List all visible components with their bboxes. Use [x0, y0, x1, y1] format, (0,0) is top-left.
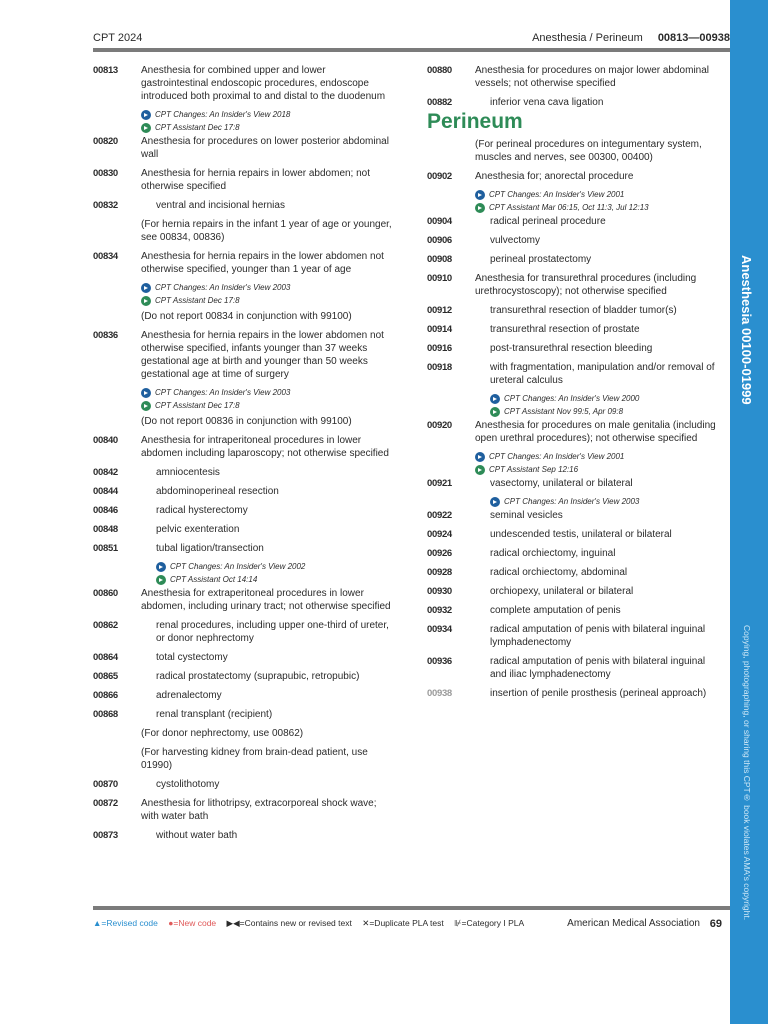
cpt-code: 00844: [93, 486, 118, 497]
code-entry: [93, 329, 393, 381]
legend-duplicate-pla: ✕=Duplicate PLA test: [362, 918, 444, 928]
cpt-code: 00882: [427, 97, 452, 108]
reference-line: [427, 464, 723, 476]
code-entry: [427, 547, 723, 560]
side-tab-title: Anesthesia 00100-01999: [739, 255, 754, 405]
reference-line: [427, 189, 723, 201]
code-description: radical hysterectomy: [156, 505, 248, 516]
code-entry: [93, 778, 393, 791]
reference-text: CPT Assistant Dec 17:8: [155, 123, 240, 132]
page-header: [93, 30, 730, 48]
reference-text: CPT Changes: An Insider's View 2003: [155, 388, 291, 397]
cpt-code: 00916: [427, 343, 452, 354]
code-description: Anesthesia for combined upper and lower gastrointestinal endoscopic procedures, endoscope introduced both proximal to and distal to the duodenum: [141, 65, 386, 102]
code-entry: [93, 542, 393, 555]
cpt-code: 00865: [93, 671, 118, 682]
code-entry: [427, 585, 723, 598]
code-entry: [93, 587, 393, 613]
cpt-code: 00908: [427, 254, 452, 265]
book-title: CPT 2024: [93, 32, 143, 44]
code-entry: [427, 96, 723, 109]
code-entry: [427, 419, 723, 445]
code-description: cystolithotomy: [156, 779, 220, 790]
code-entry: [427, 304, 723, 317]
instruction-note: [93, 415, 393, 428]
right-column: [427, 64, 723, 706]
code-entry: [93, 708, 393, 721]
cpt-code: 00910: [427, 273, 452, 284]
note-text: (For donor nephrectomy, use 00862): [141, 728, 304, 739]
cpt-code: 00846: [93, 505, 118, 516]
code-description: vasectomy, unilateral or bilateral: [490, 478, 633, 489]
note-text: (For harvesting kidney from brain-dead patient, use 01990): [141, 747, 368, 771]
cpt-code: 00920: [427, 420, 452, 431]
reference-arrow-icon: [490, 407, 500, 417]
code-entry: [93, 797, 393, 823]
note-text: (Do not report 00836 in conjunction with 99100): [141, 416, 352, 427]
code-entry: [93, 485, 393, 498]
code-description: insertion of penile prosthesis (perineal approach): [490, 688, 707, 699]
code-description: radical perineal procedure: [490, 216, 606, 227]
code-entry: [427, 234, 723, 247]
page-footer: [93, 918, 730, 929]
cpt-code: 00840: [93, 435, 118, 446]
cpt-code: 00832: [93, 200, 118, 211]
section-heading-text: Perineum: [427, 110, 523, 133]
code-description: radical amputation of penis with bilateral inguinal lymphadenectomy: [490, 624, 706, 648]
code-description: without water bath: [156, 830, 238, 841]
copyright-notice: Copying, photographing, or sharing this CPT® book violates AMA's copyright.: [742, 625, 752, 921]
reference-text: CPT Assistant Nov 99:5, Apr 09:8: [504, 407, 624, 416]
code-description: radical orchiectomy, inguinal: [490, 548, 616, 559]
code-description: Anesthesia for hernia repairs in lower abdomen; not otherwise specified: [141, 168, 371, 192]
code-description: radical orchiectomy, abdominal: [490, 567, 628, 578]
code-description: Anesthesia for intraperitoneal procedures in lower abdomen including laparoscopy; not otherwise specified: [141, 435, 389, 459]
code-entry: [427, 272, 723, 298]
top-rule: [93, 48, 730, 52]
reference-line: [93, 122, 393, 134]
code-entry: [93, 523, 393, 536]
reference-arrow-icon: [141, 283, 151, 293]
publisher: American Medical Association: [567, 918, 700, 929]
code-entry: [427, 170, 723, 183]
cpt-code: 00921: [427, 478, 452, 489]
code-description: renal procedures, including upper one-third of ureter, or donor nephrectomy: [156, 620, 389, 644]
reference-arrow-icon: [156, 562, 166, 572]
code-description: perineal prostatectomy: [490, 254, 592, 265]
cpt-code: 00904: [427, 216, 452, 227]
code-entry: [427, 215, 723, 228]
code-entry: [93, 250, 393, 276]
cpt-code: 00922: [427, 510, 452, 521]
cpt-code: 00860: [93, 588, 118, 599]
cpt-code: 00868: [93, 709, 118, 720]
code-description: amniocentesis: [156, 467, 220, 478]
code-entry: [93, 466, 393, 479]
code-description: post-transurethral resection bleeding: [490, 343, 653, 354]
cpt-code: 00848: [93, 524, 118, 535]
code-description: Anesthesia for hernia repairs in the lower abdomen not otherwise specified, younger than 1 year of age: [141, 251, 384, 275]
code-entry: [93, 167, 393, 193]
code-description: Anesthesia for lithotripsy, extracorporeal shock wave; with water bath: [141, 798, 377, 822]
note-text: (For hernia repairs in the infant 1 year of age or younger, see 00834, 00836): [141, 219, 392, 243]
code-description: Anesthesia for; anorectal procedure: [475, 171, 634, 182]
code-description: Anesthesia for transurethral procedures (including urethrocystoscopy); not otherwise specified: [475, 273, 697, 297]
code-description: Anesthesia for procedures on lower posterior abdominal wall: [141, 136, 389, 160]
reference-line: [427, 496, 723, 508]
instruction-note: [93, 746, 393, 772]
cpt-code: 00914: [427, 324, 452, 335]
legend-new: ●=New code: [168, 918, 217, 928]
code-entry: [93, 434, 393, 460]
reference-text: CPT Assistant Sep 12:16: [489, 465, 579, 474]
reference-arrow-icon: [141, 296, 151, 306]
cpt-code: 00902: [427, 171, 452, 182]
code-entry: [93, 135, 393, 161]
reference-arrow-icon: [475, 203, 485, 213]
code-entry: [427, 342, 723, 355]
code-entry: [427, 64, 723, 90]
legend-category-pla: ⊮=Category I PLA: [454, 918, 525, 928]
code-entry: [93, 619, 393, 645]
reference-text: CPT Assistant Dec 17:8: [155, 401, 240, 410]
code-description: adrenalectomy: [156, 690, 222, 701]
cpt-code: 00872: [93, 798, 118, 809]
cpt-code: 00936: [427, 656, 452, 667]
reference-text: CPT Changes: An Insider's View 2018: [155, 110, 291, 119]
cpt-code: 00938: [427, 688, 452, 699]
code-entry: [427, 509, 723, 522]
code-entry: [427, 528, 723, 541]
code-entry: [427, 253, 723, 266]
reference-line: [427, 202, 723, 214]
cpt-code: 00930: [427, 586, 452, 597]
cpt-code: 00928: [427, 567, 452, 578]
cpt-code: 00813: [93, 65, 118, 76]
page-number: 69: [709, 918, 722, 930]
cpt-code: 00836: [93, 330, 118, 341]
note-text: (For perineal procedures on integumentary system, muscles and nerves, see 00300, 00400): [475, 139, 702, 163]
code-description: Anesthesia for procedures on male genitalia (including open urethral procedures); not otherwise specified: [475, 420, 716, 444]
bottom-rule: [93, 906, 730, 910]
cpt-code: 00842: [93, 467, 118, 478]
reference-line: [427, 393, 723, 405]
reference-arrow-icon: [475, 465, 485, 475]
code-entry: [427, 687, 723, 700]
code-entry: [427, 604, 723, 617]
code-description: radical amputation of penis with bilateral inguinal and iliac lymphadenectomy: [490, 656, 706, 680]
cpt-code: 00906: [427, 235, 452, 246]
code-description: transurethral resection of prostate: [490, 324, 640, 335]
reference-line: [427, 451, 723, 463]
reference-arrow-icon: [475, 452, 485, 462]
reference-text: CPT Changes: An Insider's View 2003: [155, 283, 291, 292]
code-description: Anesthesia for extraperitoneal procedures in lower abdomen, including urinary tract; not otherwise specified: [141, 588, 391, 612]
reference-text: CPT Assistant Mar 06:15, Oct 11:3, Jul 12:13: [489, 203, 649, 212]
reference-arrow-icon: [490, 394, 500, 404]
cpt-code: 00924: [427, 529, 452, 540]
code-description: radical prostatectomy (suprapubic, retropubic): [156, 671, 360, 682]
reference-arrow-icon: [141, 401, 151, 411]
side-tab: [730, 0, 768, 1024]
instruction-note: [93, 727, 393, 740]
code-entry: [93, 504, 393, 517]
reference-text: CPT Assistant Dec 17:8: [155, 296, 240, 305]
code-description: vulvectomy: [490, 235, 541, 246]
code-entry: [93, 829, 393, 842]
note-text: (Do not report 00834 in conjunction with 99100): [141, 311, 352, 322]
cpt-code: 00873: [93, 830, 118, 841]
code-entry: [427, 477, 723, 490]
code-description: inferior vena cava ligation: [490, 97, 604, 108]
cpt-code: 00862: [93, 620, 118, 631]
cpt-code: 00866: [93, 690, 118, 701]
code-description: renal transplant (recipient): [156, 709, 273, 720]
instruction-note: [93, 218, 393, 244]
code-entry: [427, 655, 723, 681]
code-description: Anesthesia for hernia repairs in the lower abdomen not otherwise specified, infants younger than 37 weeks gestational age at birth and younger than 50 weeks gestational age at time of surgery: [141, 330, 384, 380]
section-title: Anesthesia / Perineum: [532, 32, 643, 44]
reference-text: CPT Assistant Oct 14:14: [170, 575, 258, 584]
reference-text: CPT Changes: An Insider's View 2000: [504, 394, 640, 403]
code-description: ventral and incisional hernias: [156, 200, 285, 211]
code-entry: [427, 566, 723, 579]
reference-line: [93, 400, 393, 412]
cpt-code: 00926: [427, 548, 452, 559]
code-entry: [427, 361, 723, 387]
code-description: transurethral resection of bladder tumor(s): [490, 305, 677, 316]
cpt-code: 00864: [93, 652, 118, 663]
code-range: 00813—00938: [657, 32, 730, 44]
reference-arrow-icon: [156, 575, 166, 585]
cpt-code: 00851: [93, 543, 118, 554]
left-column: [93, 64, 393, 848]
code-description: undescended testis, unilateral or bilateral: [490, 529, 672, 540]
section-heading: [427, 110, 723, 133]
legend-revised-text: ▶◀=Contains new or revised text: [226, 918, 352, 928]
code-description: total cystectomy: [156, 652, 228, 663]
reference-line: [93, 109, 393, 121]
code-description: abdominoperineal resection: [156, 486, 279, 497]
cpt-code: 00880: [427, 65, 452, 76]
cpt-code: 00932: [427, 605, 452, 616]
legend-revised: ▲=Revised code: [93, 918, 158, 928]
reference-line: [93, 574, 393, 586]
header-right: [532, 32, 730, 44]
reference-line: [427, 406, 723, 418]
reference-line: [93, 561, 393, 573]
code-description: Anesthesia for procedures on major lower abdominal vessels; not otherwise specified: [475, 65, 710, 89]
reference-line: [93, 282, 393, 294]
code-entry: [93, 64, 393, 103]
reference-arrow-icon: [490, 497, 500, 507]
reference-line: [93, 387, 393, 399]
cpt-code: 00820: [93, 136, 118, 147]
code-entry: [93, 689, 393, 702]
instruction-note: [93, 310, 393, 323]
reference-text: CPT Changes: An Insider's View 2002: [170, 562, 306, 571]
code-entry: [93, 199, 393, 212]
code-entry: [93, 670, 393, 683]
code-entry: [93, 651, 393, 664]
cpt-code: 00870: [93, 779, 118, 790]
reference-text: CPT Changes: An Insider's View 2001: [489, 190, 625, 199]
code-description: seminal vesicles: [490, 510, 563, 521]
reference-arrow-icon: [475, 190, 485, 200]
reference-arrow-icon: [141, 123, 151, 133]
cpt-code: 00934: [427, 624, 452, 635]
code-entry: [427, 323, 723, 336]
instruction-note: [427, 138, 723, 164]
reference-arrow-icon: [141, 388, 151, 398]
reference-line: [93, 295, 393, 307]
reference-arrow-icon: [141, 110, 151, 120]
reference-text: CPT Changes: An Insider's View 2001: [489, 452, 625, 461]
cpt-code: 00830: [93, 168, 118, 179]
cpt-code: 00918: [427, 362, 452, 373]
code-description: pelvic exenteration: [156, 524, 240, 535]
code-description: orchiopexy, unilateral or bilateral: [490, 586, 634, 597]
code-description: tubal ligation/transection: [156, 543, 264, 554]
code-description: with fragmentation, manipulation and/or removal of ureteral calculus: [490, 362, 715, 386]
reference-text: CPT Changes: An Insider's View 2003: [504, 497, 640, 506]
code-entry: [427, 623, 723, 649]
cpt-code: 00834: [93, 251, 118, 262]
cpt-code: 00912: [427, 305, 452, 316]
code-description: complete amputation of penis: [490, 605, 621, 616]
